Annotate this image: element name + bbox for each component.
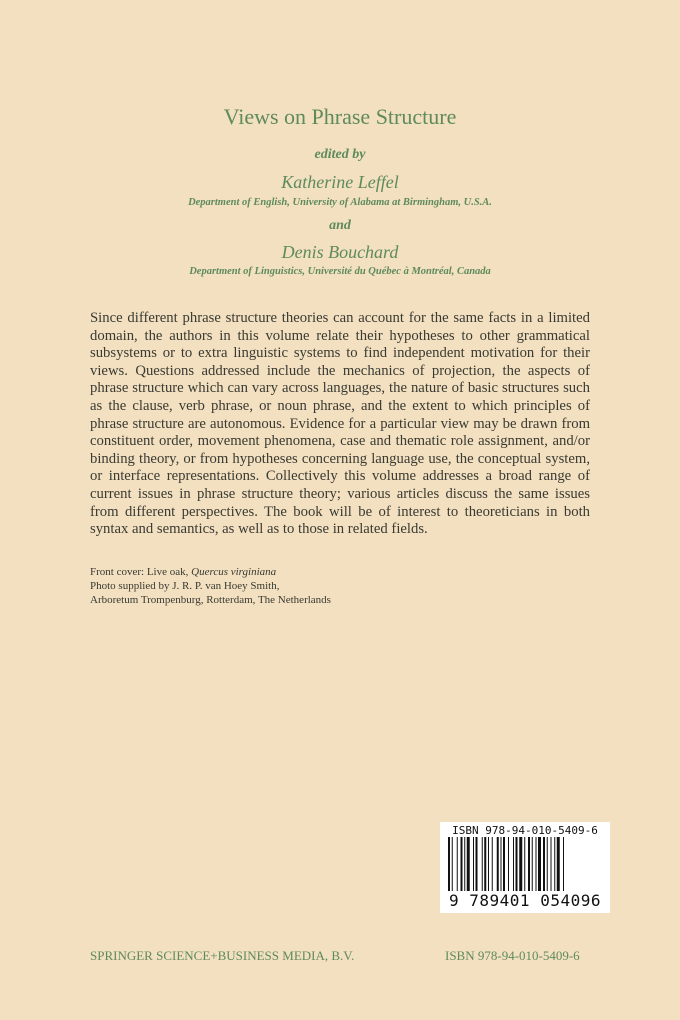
barcode-bar [516, 837, 518, 891]
barcode [440, 822, 610, 913]
barcode-bar [508, 837, 509, 891]
cover-species: Quercus virginiana [191, 566, 277, 578]
cover-credit-prefix: Front cover: Live oak, [90, 566, 192, 578]
barcode-bar [547, 837, 548, 891]
editor-2-affiliation: Department of Linguistics, Université du Québec à Montréal, Canada [189, 266, 491, 277]
barcode-bar [484, 837, 486, 891]
book-title: Views on Phrase Structure [223, 104, 457, 129]
barcode-digits: 9 789401 054096 [449, 891, 601, 910]
barcode-bar [473, 837, 474, 891]
barcode-bar [563, 837, 564, 891]
barcode-bar [482, 837, 483, 891]
barcode-bar [461, 837, 463, 891]
photo-location: Arboretum Trompenburg, Rotterdam, The Netherlands [90, 594, 331, 606]
barcode-bar [519, 837, 522, 891]
barcode-bar [538, 837, 541, 891]
barcode-bar [497, 837, 499, 891]
barcode-bar [476, 837, 478, 891]
barcode-bar [524, 837, 525, 891]
barcode-bar [551, 837, 552, 891]
barcode-isbn-label: ISBN 978-94-010-5409-6 [452, 824, 598, 837]
barcode-bar [528, 837, 530, 891]
barcode-bar [503, 837, 505, 891]
barcode-bar [557, 837, 560, 891]
editor-2-name: Denis Bouchard [281, 242, 399, 262]
barcode-bar [457, 837, 458, 891]
isbn: ISBN 978-94-010-5409-6 [445, 948, 580, 963]
barcode-bars [448, 837, 602, 891]
cover-credits [90, 565, 331, 607]
edited-by-label: edited by [314, 147, 366, 162]
barcode-bar [448, 837, 450, 891]
barcode-bar [488, 837, 489, 891]
barcode-bar [554, 837, 555, 891]
barcode-bar [513, 837, 514, 891]
editor-1-name: Katherine Leffel [281, 172, 399, 192]
barcode-bar [464, 837, 465, 891]
and-label: and [329, 218, 351, 233]
barcode-bar [467, 837, 470, 891]
publisher-name: SPRINGER SCIENCE+BUSINESS MEDIA, B.V. [90, 948, 355, 963]
barcode-bar [543, 837, 545, 891]
barcode-bar [501, 837, 502, 891]
barcode-bar [492, 837, 493, 891]
photo-credit: Photo supplied by J. R. P. van Hoey Smith, [90, 580, 280, 592]
book-description: Since different phrase structure theories can account for the same facts in a limited domain, the authors in this volume relate their hypotheses to other grammatical subsystems or to extra linguistic systems to find independent motivation for their views. Questions addressed include the mechanics of projection, the aspects of phrase structure which can vary across languages, the nature of basic structures such as the clause, verb phrase, or noun phrase, and the extent to which principles of phrase structure are autonomous. Evidence for a particular view may be drawn from constituent order, movement phenomena, case and thematic role assignment, and/or binding theory, or from hypotheses concerning language use, the conceptual system, or interface representations. Collectively this volume addresses a broad range of current issues in phrase structure theory; various articles discuss the same issues from different perspectives. The book will be of interest to theoreticians in both syntax and semantics, as well as to those in related fields. [90, 310, 590, 538]
editor-1-affiliation: Department of English, University of Alabama at Birmingham, U.S.A. [188, 197, 492, 208]
barcode-bar [452, 837, 453, 891]
barcode-bar [536, 837, 537, 891]
barcode-bar [532, 837, 533, 891]
cover-credit-line [90, 565, 331, 579]
